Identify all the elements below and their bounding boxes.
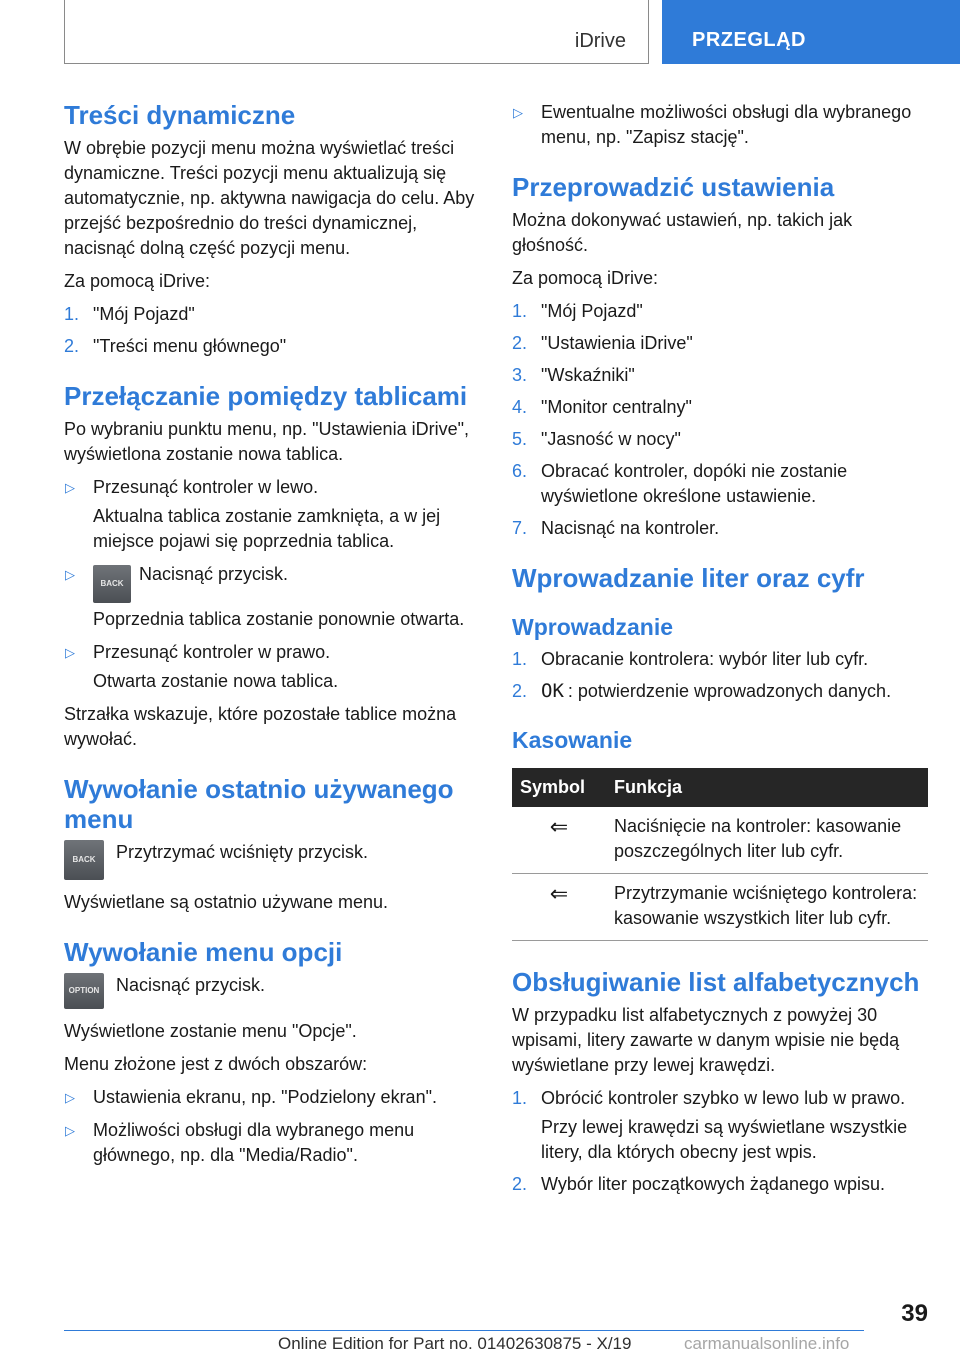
paragraph: Można dokonywać ustawień, np. takich jak głośność. [512, 210, 853, 255]
heading-switching-panels: Przełączanie pomiędzy tablicami [64, 381, 468, 411]
paragraph: Za pomocą iDrive: [512, 268, 659, 288]
paragraph: Za pomocą iDrive: [64, 271, 211, 291]
triangle-bullet-icon: ▷ [513, 105, 523, 120]
paragraph: Strzałka wskazuje, które pozostałe tablice można wywołać. [64, 704, 457, 749]
right-column [512, 100, 928, 1205]
header-frame [64, 0, 649, 64]
list-item: 3. "Wskaźniki" [512, 365, 635, 385]
subheading-input: Wprowadzanie [512, 614, 674, 640]
table-row: ⇐ Naciśnięcie na kontroler: kasowanie poszczególnych liter lub cyfr. [512, 807, 928, 874]
list-item: ▷ Możliwości obsługi dla wybranego menu głównego, np. dla "Media/Radio". [65, 1120, 415, 1165]
list-item: 2. Wybór liter początkowych żądanego wpisu. [512, 1174, 886, 1194]
paragraph: Wyświetlone zostanie menu "Opcje". [64, 1021, 357, 1041]
list-item: 6. Obracać kontroler, dopóki nie zostanie wyświetlone określone ustawienie. [512, 461, 848, 506]
list-item: ▷ Przesunąć kontroler w prawo. Otwarta zostanie nowa tablica. [65, 642, 339, 691]
paragraph: Po wybraniu punktu menu, np. "Ustawienia iDrive", wyświetlona zostanie nowa tablica. [64, 419, 469, 464]
delete-arrow-icon: ⇐ [512, 807, 606, 874]
list-item: 1. Obrócić kontroler szybko w lewo lub w prawo. Przy lewej krawędzi są wyświetlane wszystkie litery, dla których obecny jest wpis. [512, 1088, 908, 1162]
subheading-delete: Kasowanie [512, 727, 633, 753]
table-header: Funkcja [606, 768, 928, 807]
left-column [64, 100, 480, 1176]
page-number: 39 [901, 1300, 928, 1327]
heading-alphabetical-lists: Obsługiwanie list alfabetycznych [512, 967, 920, 997]
button-instruction: BACK Przytrzymać wciśnięty przycisk. [64, 840, 480, 880]
footer-divider [64, 1330, 864, 1331]
ok-icon: OK [541, 680, 564, 702]
back-button-icon: BACK [93, 565, 131, 603]
option-button-icon: OPTION [64, 973, 104, 1009]
delete-table [512, 768, 928, 941]
triangle-bullet-icon: ▷ [65, 645, 75, 660]
paragraph: Menu złożone jest z dwóch obszarów: [64, 1054, 368, 1074]
list-item: ▷ Ewentualne możliwości obsługi dla wybranego menu, np. "Zapisz stację". [513, 102, 912, 147]
list-item: 4. "Monitor centralny" [512, 397, 692, 417]
heading-settings: Przeprowadzić ustawienia [512, 172, 835, 202]
list-item: 5. "Jasność w nocy" [512, 429, 681, 449]
triangle-bullet-icon: ▷ [65, 1123, 75, 1138]
list-item: 7. Nacisnąć na kontroler. [512, 518, 720, 538]
heading-last-used-menu: Wywołanie ostatnio używanego menu [64, 774, 454, 834]
numbered-list [512, 299, 928, 541]
list-item: ▷ Ustawienia ekranu, np. "Podzielony ekran". [64, 1085, 480, 1110]
bullet-list [64, 475, 480, 694]
list-item: 1. "Mój Pojazd" [64, 304, 195, 324]
triangle-bullet-icon: ▷ [65, 567, 75, 582]
delete-arrow-icon: ⇐ [512, 874, 606, 941]
list-item: 2. "Ustawienia iDrive" [512, 333, 693, 353]
numbered-list [512, 1086, 928, 1197]
table-header: Symbol [512, 768, 606, 807]
heading-options-menu: Wywołanie menu opcji [64, 937, 343, 967]
back-button-icon: BACK [64, 840, 104, 880]
heading-dynamic-content: Treści dynamiczne [64, 100, 296, 130]
list-item: 1. "Mój Pojazd" [512, 301, 643, 321]
numbered-list [512, 647, 928, 704]
heading-letters-digits: Wprowadzanie liter oraz cyfr [512, 563, 865, 593]
header-section-title: iDrive [574, 30, 626, 52]
list-item: 1. Obracanie kontrolera: wybór liter lub cyfr. [512, 649, 869, 669]
table-row: ⇐ Przytrzymanie wciśniętego kontrolera: kasowanie wszystkich liter lub cyfr. [512, 874, 928, 941]
list-item: ▷ BACK Nacisnąć przycisk. Poprzednia tablica zostanie ponownie otwarta. [65, 564, 465, 629]
bullet-list [64, 1085, 480, 1168]
numbered-list [64, 302, 480, 359]
bullet-list [512, 100, 928, 150]
list-item: 2. OK : potwierdzenie wprowadzonych danych. [512, 680, 892, 702]
header-chapter-tab: PRZEGLĄD [662, 0, 960, 64]
paragraph: Wyświetlane są ostatnio używane menu. [64, 892, 388, 912]
footer-edition: Online Edition for Part no. 01402630875 - X/19 [278, 1334, 632, 1353]
paragraph: W obrębie pozycji menu można wyświetlać treści dynamiczne. Treści pozycji menu aktualizują się automatycznie, np. aktywna nawigacja do celu. Aby przejść bezpośrednio do treści dynamicznej, nacisnąć dolną część pozycji menu. [64, 138, 475, 258]
triangle-bullet-icon: ▷ [65, 480, 75, 495]
button-instruction: OPTION Nacisnąć przycisk. [64, 973, 480, 1009]
list-item: 2. "Treści menu głównego" [64, 336, 287, 356]
paragraph: W przypadku list alfabetycznych z powyżej 30 wpisami, litery zawarte w danym wpisie nie będą wyświetlane przy lewej krawędzi. [512, 1005, 900, 1075]
footer-watermark: carmanualsonline.info [684, 1334, 850, 1353]
list-item: ▷ Przesunąć kontroler w lewo. Aktualna tablica zostanie zamknięta, a w jej miejsce pojawi się poprzednia tablica. [65, 477, 441, 551]
triangle-bullet-icon: ▷ [65, 1090, 75, 1105]
